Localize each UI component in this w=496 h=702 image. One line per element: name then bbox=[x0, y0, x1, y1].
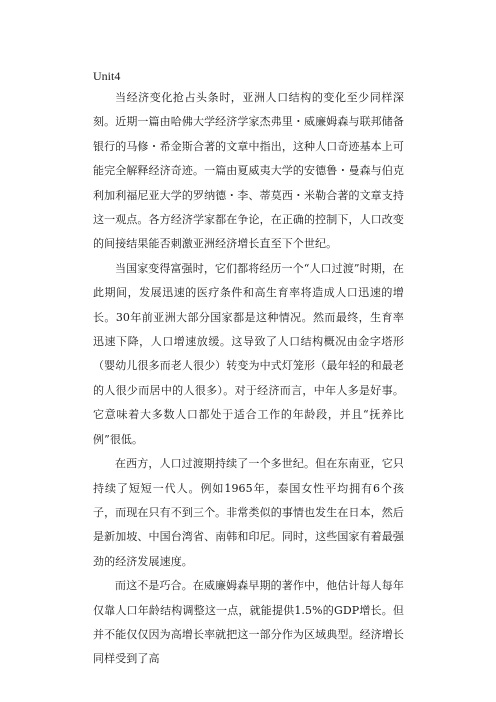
paragraph-2: 当国家变得富强时，它们都将经历一个“人口过渡”时期，在此期间，发展迅速的医疗条件和高生育率将造成人口迅速的增长。30年前亚洲大部分国家都是这种情况。然而最终，生育率迅速下降，人口增速放缓。这导致了人口结构概况由金字塔形（婴幼儿很多而老人很少）转变为中式灯笼形（最年轻的和最老的人很少而居中的人很多）。对于经济而言，中年人多是好事。它意味着大多数人口都处于适合工作的年龄段，并且“抚养比例”很低。 bbox=[93, 261, 404, 446]
paragraph-3: 在西方，人口过渡期持续了一个多世纪。但在东南亚，它只持续了短短一代人。例如1965年，泰国女性平均拥有6个孩子，而现在只有不到三个。非常类似的事情也发生在日本，然后是新加坡、中国台湾省、南韩和印尼。同时，这些国家有着最强劲的经济发展速度。 bbox=[93, 457, 404, 568]
unit-heading: Unit4 bbox=[93, 69, 121, 83]
paragraph-1: 当经济变化抢占头条时，亚洲人口结构的变化至少同样深刻。近期一篇由哈佛大学经济学家杰弗里・威廉姆森与联邦储备银行的马修・希金斯合著的文章中指出，这种人口奇迹基本上可能完全解释经济奇迹。一篇由夏威夷大学的安德鲁・曼森与伯克利加利福尼亚大学的罗纳德・李、蒂莫西・米勒合著的文章支持这一观点。各方经济学家都在争论，在正确的控制下，人口改变的间接结果能否刺激亚洲经济增长直至下个世纪。 bbox=[93, 91, 404, 251]
paragraph-4: 而这不是巧合。在威廉姆森早期的著作中，他估计每人每年仅靠人口年龄结构调整这一点，就能提供1.5%的GDP增长。但并不能仅仅因为高增长率就把这一部分作为区域典型。经济增长同样受到了高 bbox=[93, 579, 404, 666]
document-body bbox=[93, 66, 404, 672]
